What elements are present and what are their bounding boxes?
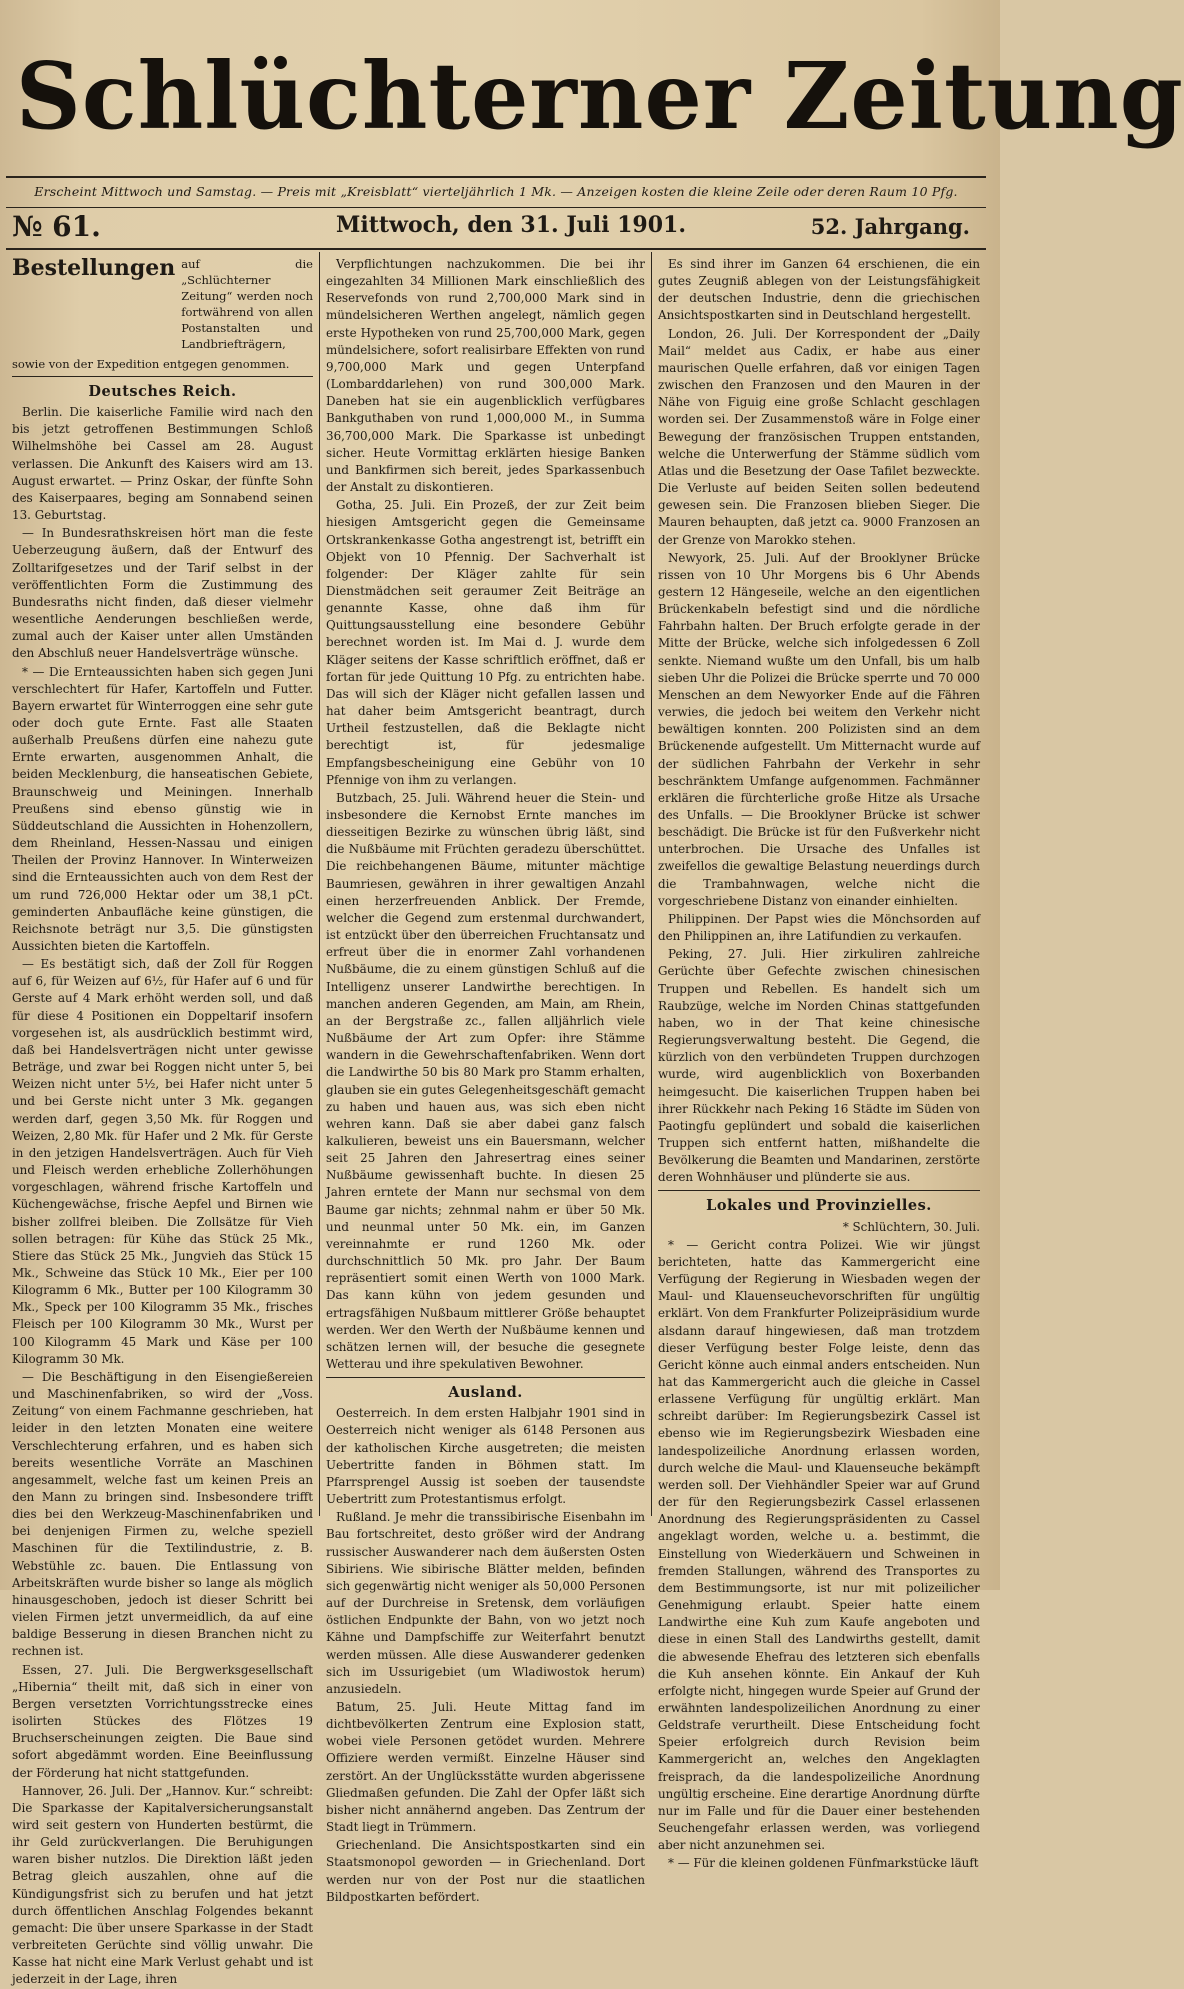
subscription-text: auf die „Schlüchterner Zeitung“ werden noch fortwährend von allen Postanstalten und Landbriefträgern, [181,257,313,351]
article-paragraph: * — Für die kleinen goldenen Fünfmarkstücke läuft [668,1856,979,1871]
article-paragraph: Griechenland. Die Ansichtspostkarten sind ein Staatsmonopol geworden — in Griechenland. Dort werden nur von der Post nur die staatlichen Bildpostkarten befördert. [326,1838,645,1904]
section-divider [658,1190,980,1191]
section-heading-ausland: Ausland. [448,1384,523,1402]
article-paragraph: London, 26. Juli. Der Korrespondent der „Daily Mail“ meldet aus Cadix, er habe aus einer maurischen Quelle erfahren, daß vor einigen Tagen zwischen den Franzosen und den Mauren in der Nähe von Figuig eine große Schlacht geschlagen worden sei. Der Zusammenstoß wäre in Folge einer Bewegung der französischen Truppen entstanden, welche die Unterwerfung der Stämme südlich vom Atlas und die Besetzung der Oase Tafilet bezweckte. Die Verluste auf beiden Seiten sollen bedeutend gewesen sein. Die Franzosen blieben Sieger. Die Mauren behaupten, daß jetzt ca. 9000 Franzosen an der Grenze von Marokko stehen. [658,326,980,547]
issue-dateline [6,208,986,248]
section-heading-lokales: Lokales und Provinzielles. [706,1197,932,1215]
issue-date: Mittwoch, den 31. Juli 1901. [336,212,686,238]
article-paragraph: Berlin. Die kaiserliche Familie wird nach den bis jetzt getroffenen Bestimmungen Schloß Wilhelmshöhe bei Cassel am 28. August verlassen. Die Ankunft des Kaisers wird am 13. August erwartet. — Prinz Oskar, der fünfte Sohn des Kaiserpaares, beging am Sonnabend seinen 13. Geburtstag. [12,405,313,523]
article-paragraph: Essen, 27. Juli. Die Bergwerksgesellschaft „Hibernia“ theilt mit, daß sich in einer von Bergen versetzten Vorrichtungsstrecke eines isolirten Stückes des Flötzes 19 Bruchserscheinungen zeigten. Die Baue sind sofort abgedämmt worden. Eine Beeinflussung der Förderung hat nicht stattgefunden. [12,1662,313,1780]
section-divider [12,376,313,377]
article-paragraph: — Es bestätigt sich, daß der Zoll für Roggen auf 6, für Weizen auf 6½, für Hafer auf 6 und für Gerste auf 4 Mark erhöht werden soll, und daß für diese 4 Positionen ein Doppeltarif insofern vorgesehen ist, als ausdrücklich bestimmt wird, daß bei Handelsverträgen nicht unter gewisse Beträge, und zwar bei Roggen nicht unter 5, bei Weizen nicht unter 5½, bei Hafer nicht unter 5 und bei Gerste nicht unter 3 Mk. gegangen werden darf, gegen 3,50 Mk. für Roggen und Weizen, 2,80 Mk. für Hafer und 2 Mk. für Gerste in den jetzigen Handelsverträgen. Auch für Vieh und Fleisch werden erhebliche Zollerhöhungen vorgeschlagen, während frische Kartoffeln und Küchengewächse, frische Aepfel und Birnen wie bisher zollfrei bleiben. Die Zollsätze für Vieh sollen betragen: für Kühe das Stück 25 Mk., Stiere das Stück 25 Mk., Jungvieh das Stück 15 Mk., Schweine das Stück 10 Mk., Eier per 100 Kilogramm 6 Mk., Butter per 100 Kilogramm 30 Mk., Speck per 100 Kilogramm 35 Mk., frisches Fleisch per 100 Kilogramm 30 Mk., Wurst per 100 Kilogramm 45 Mark und Käse per 100 Kilogramm 30 Mk. [12,957,313,1366]
section-divider [326,1377,645,1378]
subscription-text-continued: sowie von der Expedition entgegen genommen. [12,357,290,371]
column-3 [652,252,986,1871]
subscription-heading: Bestellungen [12,255,176,281]
article-paragraph: * — Gericht contra Polizei. Wie wir jüngst berichteten, hatte das Kammergericht eine Verfügung der Regierung in Wiesbaden wegen der Maul- und Klauenseuchevorschriften für ungültig erklärt. Von dem Frankfurter Polizeipräsidium wurde alsdann darauf hingewiesen, daß man trotzdem dieser Verfügung bester Folge leiste, denn das Gericht könne auch einmal anders entscheiden. Nun hat das Kammergericht auch die gleiche in Cassel erlassene Verfügung für ungültig erklärt. Man schreibt darüber: Im Regierungsbezirk Cassel ist ebenso wie im Regierungsbezirk Wiesbaden eine landespolizeiliche Anordnung erlassen worden, durch welche die Maul- und Klauenseuche bekämpft werden soll. Der Viehhändler Speier war auf Grund der für den Regierungsbezirk Cassel erlassenen Anordnung des Regierungspräsidenten zu Cassel angeklagt worden, welche u. a. bestimmt, die Einstellung von Wiederkäuern und Schweinen in fremden Stallungen, während des Transportes zu dem Bestimmungsorte, ist nur mit polizeilicher Genehmigung erlaubt. Speier hatte einem Landwirthe eine Kuh zum Kaufe angeboten und diese in einen Stall des Landwirths gestellt, damit die abwesende Ehefrau des letzteren sich ebenfalls die Kuh ansehen könnte. Ein Ankauf der Kuh erfolgte nicht, hingegen wurde Speier auf Grund der erwähnten landespolizeilichen Anordnung zu einer Geldstrafe verurtheilt. Diese Entscheidung focht Speier erfolgreich durch Revision beim Kammergericht an, welches den Angeklagten freisprach, da die landespolizeiliche Anordnung ungültig erscheine. Eine derartige Anordnung dürfte nur im Falle und für die Dauer einer bestehenden Seuchengefahr erlassen werden, was vorliegend aber nicht anzunehmen sei. [658,1237,980,1853]
article-paragraph: Verpflichtungen nachzukommen. Die bei ihr eingezahlten 34 Millionen Mark einschließlich des Reservefonds von rund 2,700,000 Mark sind in mündelsicheren Werthen angelegt, nämlich gegen erste Hypotheken von rund 25,700,000 Mark, gegen mündelsichere, sofort realisirbare Effekten von rund 9,700,000 Mark und gegen Unterpfand (Lombarddarlehen) von rund 300,000 Mark. Daneben hat sie ein augenblicklich verfügbares Bankguthaben von rund 1,000,000 M., in Summa 36,700,000 Mark. Die Sparkasse ist unbedingt sicher. Heute Vormittag erklärten hiesige Banken und Bankfirmen sich bereit, jedes Sparkassenbuch der Anstalt zu diskontieren. [326,257,645,495]
subscription-notice [12,256,313,352]
issue-number: № 61. [12,210,101,243]
article-paragraph: Peking, 27. Juli. Hier zirkuliren zahlreiche Gerüchte über Gefechte zwischen chinesischen Truppen und Rebellen. Es handelt sich um Raubzüge, welche im Norden Chinas stattgefunden haben, wo in der That keine chinesische Regierungsverwaltung besteht. Die Gegend, die kürzlich von den verbündeten Truppen durchzogen wurde, wird augenblicklich von Boxerbanden heimgesucht. Die kaiserlichen Truppen haben bei ihrer Rückkehr nach Peking 16 Städte im Süden von Paotingfu geplündert und sobald die kaiserlichen Truppen sich entfernt hatten, mißhandelte die Bevölkerung die Beamten und Mandarinen, zerstörte deren Wohnhäuser und plünderte sie aus. [658,947,980,1185]
article-paragraph: Batum, 25. Juli. Heute Mittag fand im dichtbevölkerten Zentrum eine Explosion statt, wobei viele Personen getödet wurden. Mehrere Offiziere werden vermißt. Einzelne Häuser sind zerstört. An der Unglücksstätte wurden abgerissene Gliedmaßen gefunden. Die Zahl der Opfer läßt sich bisher nicht annähernd angeben. Das Zentrum der Stadt liegt in Trümmern. [326,1699,645,1835]
article-paragraph: Butzbach, 25. Juli. Während heuer die Stein- und insbesondere die Kernobst Ernte manches im diesseitigen Bezirke zu wünschen übrig läßt, sind die Nußbäume mit Früchten geradezu überschüttet. Die reichbehangenen Bäume, mitunter mächtige Baumriesen, gewähren in ihrer gewaltigen Anzahl einen herzerfreuenden Anblick. Der Fremde, welcher die Gegend zum erstenmal durchwandert, ist entzückt über den überreichen Fruchtansatz und erfreut über die in enormer Zahl vorhandenen Nußbäume, die zu einem günstigen Schluß auf die Intelligenz unserer Landwirthe berechtigen. In manchen anderen Gegenden, am Main, am Rhein, an der Bergstraße zc., fallen alljährlich viele Nußbäume der Art zum Opfer: ihre Stämme wandern in die Gewehrschaftenfabriken. Wenn dort die Landwirthe 50 bis 80 Mark pro Stamm erhalten, glauben sie ein gutes Gelegenheitsgeschäft gemacht zu haben und hauen aus, was sich eben nicht wehren kann. Daß sie aber dabei ganz falsch kalkulieren, beweist uns ein Bauersmann, welcher seit 25 Jahren den Jahresertrag eines seiner Nußbäume gewissenhaft buchte. In diesen 25 Jahren erntete der Mann nur sechsmal von dem Baume gar nichts; zehnmal nahm er über 50 Mk. und neunmal unter 50 Mk. ein, im Ganzen vereinnahmte er rund 1260 Mk. oder durchschnittlich 50 Mk. pro Jahr. Der Baum repräsentiert somit einen Werth von 1000 Mark. Das kann kühn von jedem gesunden und ertragsfähigen Nußbaum mittlerer Größe behauptet werden. Wer den Werth der Nußbäume kennen und schätzen lernen will, der besuche die gesegnete Wetterau und ihre spekulativen Bewohner. [326,790,645,1371]
column-2 [320,252,652,1904]
dateline-rule [6,248,986,250]
subscription-line: Erscheint Mittwoch und Samstag. — Preis mit „Kreisblatt“ vierteljährlich 1 Mk. — Anzeigen kosten die kleine Zeile oder deren Raum 10 Pfg. [34,184,958,199]
masthead-title: Schlüchterner Zeitung [15,42,1184,150]
article-paragraph: — In Bundesrathskreisen hört man die feste Ueberzeugung äußern, daß der Entwurf des Zolltarifgesetzes und der Tarif selbst in der veröffentlichten Form die Zustimmung des Bundesraths nicht finden, daß dieser vielmehr wesentliche Aenderungen beschließen werde, zumal auch der Kaiser unter allen Umständen den Abschluß neuer Handelsverträge wünsche. [12,526,313,661]
article-columns [6,252,986,1987]
column-1 [6,252,320,1987]
issue-year: 52. Jahrgang. [810,214,970,239]
section-heading-deutsches-reich: Deutsches Reich. [88,383,237,400]
article-paragraph: Gotha, 25. Juli. Ein Prozeß, der zur Zeit beim hiesigen Amtsgericht gegen die Gemeinsame Ortskrankenkasse Gotha angestrengt ist, betrifft ein Objekt von 10 Pfennig. Der Sachverhalt ist folgender: Der Kläger zahlte für sein Dienstmädchen seit geraumer Zeit Beiträge an genannte Kasse, ohne daß ihm für Quittungsausstellung eine besondere Gebühr berechnet worden ist. Im Mai d. J. wurde dem Kläger seitens der Kasse schriftlich eröffnet, daß er fortan für jede Quittung 10 Pfg. zu entrichten habe. Das will sich der Kläger nicht gefallen lassen und hat daher beim Amtsgericht beantragt, durch Urtheil festzustellen, daß die Beklagte nicht berechtigt ist, für jedesmalige Empfangsbescheinigung eine Gebühr von 10 Pfennige von ihm zu verlangen. [326,498,645,787]
article-paragraph: Oesterreich. In dem ersten Halbjahr 1901 sind in Oesterreich nicht weniger als 6148 Personen aus der katholischen Kirche ausgetreten; die meisten Uebertritte fanden in Böhmen statt. Im Pfarrsprengel Aussig ist soeben der tausendste Uebertritt zum Protestantismus erfolgt. [326,1406,645,1507]
article-dateline: * Schlüchtern, 30. Juli. [842,1219,980,1234]
article-paragraph: Es sind ihrer im Ganzen 64 erschienen, die ein gutes Zeugniß ablegen von der Leistungsfähigkeit der deutschen Industrie, denn die griechischen Ansichtspostkarten sind in Deutschland hergestellt. [658,257,980,323]
article-paragraph: — Die Beschäftigung in den Eisengießereien und Maschinenfabriken, so wird der „Voss. Zeitung“ von einem Fachmanne geschrieben, hat leider in den letzten Monaten eine weitere Verschlechterung erfahren, und es haben sich bereits wesentliche Vorräte an Maschinen angesammelt, welche fast um keinen Preis an den Mann zu bringen sind. Insbesondere trifft dies bei den Werkzeug-Maschinenfabriken und bei denjenigen Firmen zu, welche speziell Maschinen für die Textilindustrie, z. B. Webstühle zc. bauen. Die Entlassung von Arbeitskräften wurde bisher so lange als möglich hinausgeschoben, jedoch ist dieser Schritt bei vielen Firmen jetzt unvermeidlich, da auf eine baldige Besserung in diesen Branchen nicht zu rechnen ist. [12,1369,313,1659]
article-paragraph: Newyork, 25. Juli. Auf der Brooklyner Brücke rissen von 10 Uhr Morgens bis 6 Uhr Abends gestern 12 Hängeseile, welche an den eigentlichen Brückenkabeln befestigt sind und die nördliche Fahrbahn halten. Der Bruch erfolgte gerade in der Mitte der Brücke, welche sich infolgedessen 6 Zoll senkte. Niemand wußte um den Unfall, bis um halb sieben Uhr die Polizei die Brücke sperrte und 70 000 Menschen an dem Newyorker Ende auf die Fähren verwies, die jedoch bei weitem den Verkehr nicht bewältigen konnten. 200 Polizisten sind an dem Brückenende aufgestellt. Um Mitternacht wurde auf der südlichen Fahrbahn der Verkehr in sehr beschränktem Umfange aufgenommen. Fachmänner erklären die fürchterliche große Hitze als Ursache des Unfalls. — Die Brooklyner Brücke ist schwer beschädigt. Die Brücke ist für den Fußverkehr nicht unterbrochen. Die Ursache des Unfalles ist zweifellos die gewaltige Belastung neuerdings durch die Trambahnwagen, welche nicht die vorgeschriebene Distanz von einander einhielten. [658,550,980,908]
article-paragraph: * — Die Ernteaussichten haben sich gegen Juni verschlechtert für Hafer, Kartoffeln und Futter. Bayern erwartet für Winterroggen eine sehr gute oder doch gute Ernte. Fast alle Staaten außerhalb Preußens dürfen eine nahezu gute Ernte erwarten, ausgenommen Anhalt, die beiden Mecklenburg, die hanseatischen Gebiete, Braunschweig und Meiningen. Innerhalb Preußens sind ebenso günstig wie in Süddeutschland die Aussichten in Hohenzollern, dem Rheinland, Hessen-Nassau und einigen Theilen der Provinz Hannover. In Winterweizen sind die Ernteaussichten auch von dem Rest der um rund 726,000 Hektar oder um 38,1 pCt. geminderten Anbaufläche keine günstigen, die Reichsnote beträgt nur 3,5. Die günstigsten Aussichten bieten die Kartoffeln. [12,664,313,953]
article-paragraph: Rußland. Je mehr die transsibirische Eisenbahn im Bau fortschreitet, desto größer wird der Andrang russischer Auswanderer nach dem äußersten Osten Sibiriens. Wie sibirische Blätter melden, befinden sich gegenwärtig nicht weniger als 50,000 Personen auf der Durchreise in Sretensk, dem vorläufigen östlichen Endpunkte der Bahn, von wo jetzt noch Kähne und Dampfschiffe zur Weiterfahrt benutzt werden müssen. Alle diese Auswanderer gedenken sich im Ussurigebiet (um Wladiwostok herum) anzusiedeln. [326,1510,645,1696]
article-paragraph: Philippinen. Der Papst wies die Mönchsorden auf den Philippinen an, ihre Latifundien zu verkaufen. [658,911,980,944]
article-paragraph: Hannover, 26. Juli. Der „Hannov. Kur.“ schreibt: Die Sparkasse der Kapitalversicherungsanstalt wird seit gestern von Hunderten bestürmt, die ihr Geld zurückverlangen. Die Beruhigungen waren bisher nutzlos. Die Direktion läßt jeden Betrag gleich auszahlen, ohne auf die Kündigungsfrist sich zu berufen und hat jetzt durch öffentlichen Anschlag Folgendes bekannt gemacht: Die über unsere Sparkasse in der Stadt verbreiteten Gerüchte sind völlig unwahr. Die Kasse hat nicht eine Mark Verlust gehabt und ist jederzeit in der Lage, ihren [12,1783,313,1987]
